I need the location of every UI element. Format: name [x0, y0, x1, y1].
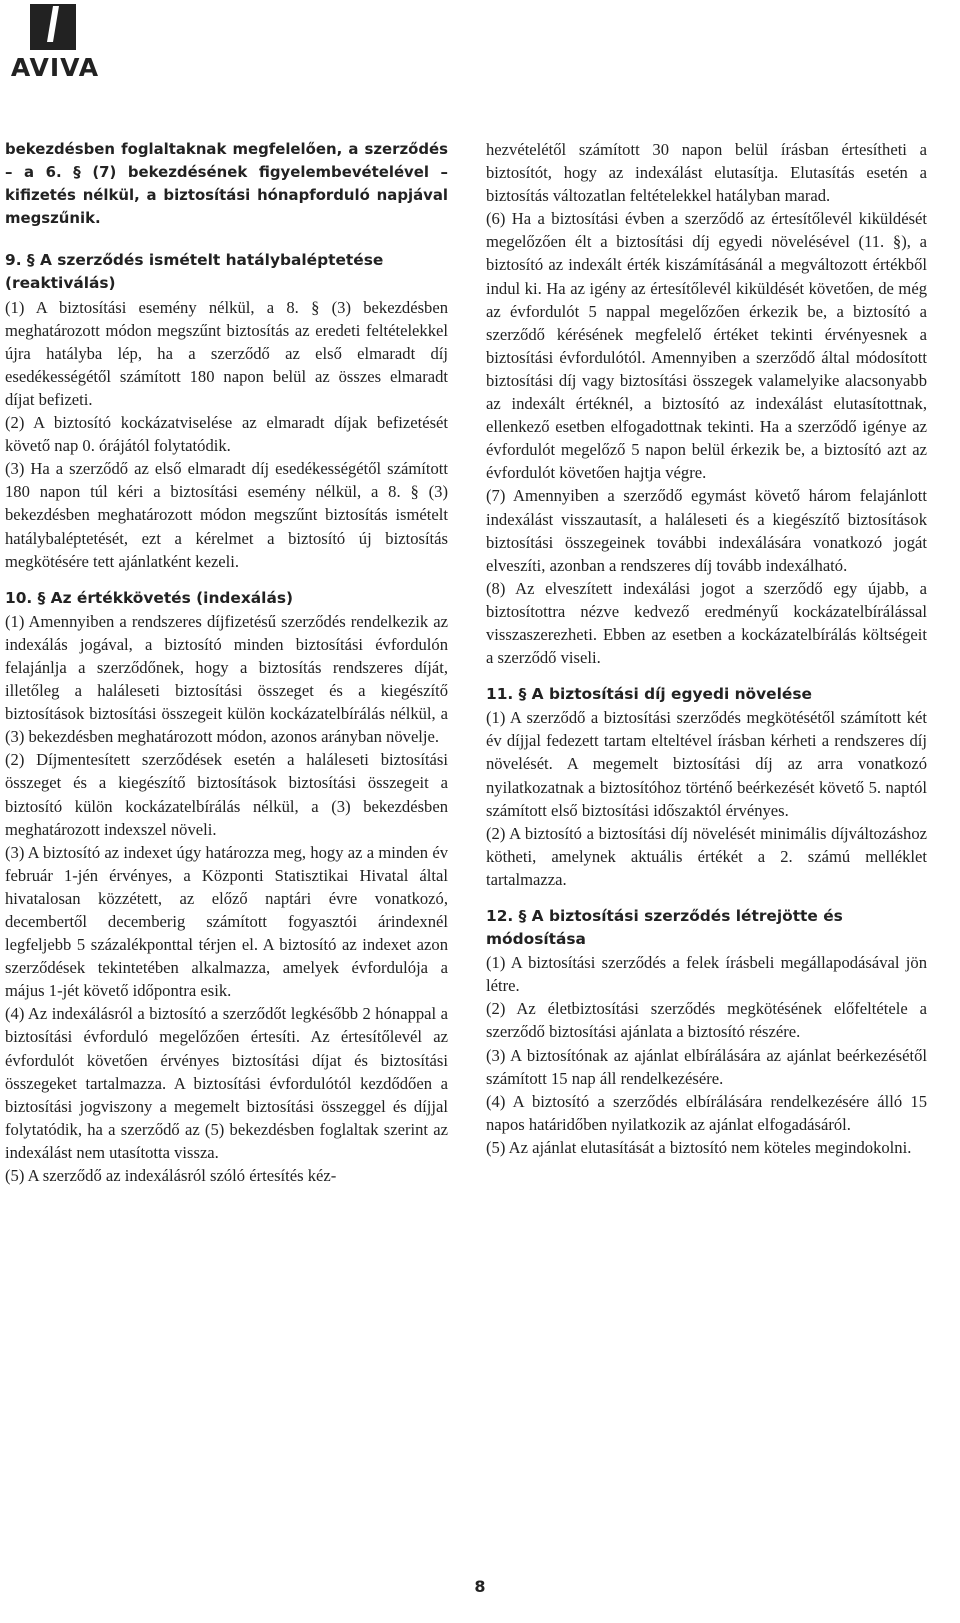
paragraph: (6) Ha a biztosítási évben a szerződő az értesítőlevél kiküldését megelőzően élt a biztosítási díj egyedi növelésével (11. §), a biztosító az indexált érték kiszámításánál a megváltozott értékből indul ki. Ha az igény az értesítőlevél kiküldését követően, de még az évfordulót 5 nappal megelőzően érkezik be, a biztosító a szerződő kérésének megfelelő értéket tekinti érvényesnek a biztosítási évfordulótól. Amennyiben a szerződő által módosított biztosítási díj vagy biztosítási összegek valamelyike alacsonyabb az indexált értéknél, a biztosító az indexálást elutasítottnak, ellenkező esetben elfogadottnak tekinti. Ha a szerződő igénye az évfordulót megelőző 5 napon belül érkezik be, a biztosító azt az évfordulót követően hajtja végre. — [486, 209, 927, 483]
paragraph: (3) A biztosítónak az ajánlat elbírálására az ajánlat beérkezésétől számított 15 nap áll rendelkezésére. — [486, 1045, 927, 1088]
paragraph: (4) A biztosító a szerződés elbírálására rendelkezésére álló 15 napos határidőben nyilatkozik az ajánlat elfogadásáról. — [486, 1091, 927, 1134]
paragraph: (4) Az indexálásról a biztosító a szerződőt legkésőbb 2 hónappal a biztosítási évforduló megelőzően értesíti. Az értesítőlevél az évfordulót követően érvényes biztosítási díjat és biztosítási összegeket tartalmazza. A biztosítási évfordulótól kezdődően a biztosítási jogviszony a megemelt biztosítási összeggel és díjjal folytatódik, ha a szerződő az (5) bekezdésben foglaltak szerint az indexálást nem utasította vissza. — [5, 1004, 448, 1162]
paragraph: (1) A szerződő a biztosítási szerződés megkötésétől számított két év díjjal fedezett tartam elteltével írásban kérheti a rendszeres díj növelését. A megemelt biztosítási díj az arra vonatkozó nyilatkozatnak a biztosítóhoz történő beérkezését követő 5. naptól számított első biztosítási időszaktól érvényes. — [486, 708, 927, 820]
left-column — [5, 138, 448, 1187]
right-column — [486, 138, 927, 1159]
page-number: 8 — [474, 1577, 486, 1596]
section-heading-10: 10. § Az értékkövetés (indexálás) — [5, 588, 294, 607]
aviva-logo — [0, 0, 110, 82]
paragraph: (1) A biztosítási esemény nélkül, a 8. § (3) bekezdésben meghatározott módon megszűnt biztosítás az eredeti feltételekkel újra hatályba lép, ha a szerződő az első elmaradt díj esedékességétől számított 180 napon belül az összes elmaradt díjat befizeti. — [5, 297, 448, 409]
section-heading-9: 9. § A szerződés ismételt hatálybaléptetése (reaktiválás) — [5, 251, 384, 293]
brand-name: AVIVA — [10, 53, 100, 82]
paragraph: (1) A biztosítási szerződés a felek írásbeli megállapodásával jön létre. — [486, 953, 927, 996]
paragraph: (8) Az elveszített indexálási jogot a szerződő egy újabb, a biztosítottra nézve kedvező eredményű kockázatelbírálással visszaszerezheti. Ebben az esetben a kockázatelbírálás költségeit a szerződő viseli. — [486, 578, 927, 668]
paragraph: (5) A szerződő az indexálásról szóló értesítés kéz- — [5, 1166, 337, 1186]
paragraph: (5) Az ajánlat elutasítását a biztosító nem köteles megindokolni. — [486, 1137, 912, 1157]
paragraph: (2) Díjmentesített szerződések esetén a haláleseti biztosítási összeget és a kiegészítő biztosítások biztosítási összegeit a biztosító külön kockázatelbírálás nélkül, a (3) bekezdésben meghatározott indexszel növeli. — [5, 750, 448, 839]
paragraph: bekezdésben foglaltaknak megfelelően, a szerződés – a 6. § (7) bekezdésének figyelembevételével – kifizetés nélkül, a biztosítási hónapforduló napjával megszűnik. — [5, 140, 448, 228]
paragraph: (7) Amennyiben a szerződő egymást követő három felajánlott indexálást visszautasít, a haláleseti és a kiegészítő biztosítások biztosítási összegeinek további indexálására vonatkozó jogát elveszíti, azonban a rendszeres díj tovább indexálható. — [486, 486, 927, 575]
paragraph: (3) A biztosító az indexet úgy határozza meg, hogy az a minden év február 1-jén érvényes, a Központi Statisztikai Hivatal által hivatalosan közzétett, az előző naptári évre vonatkozó, decembertől decemberig számított fogyasztói árindexnél legfeljebb 5 százalékponttal térjen el. A biztosító az indexet azon szerződések tekintetében alkalmazza, amelyek évfordulója a május 1-jét követő időpontra esik. — [5, 842, 448, 1001]
paragraph: (2) Az életbiztosítási szerződés megkötésének előfeltétele a szerződő biztosítási ajánlata a biztosító részére. — [486, 999, 927, 1042]
paragraph: (2) A biztosító a biztosítási díj növelését minimális díjváltozáshoz kötheti, amelynek aktuális értékét a 2. számú melléklet tartalmazza. — [486, 823, 927, 889]
paragraph: hezvételétől számított 30 napon belül írásban értesítheti a biztosítót, hogy az indexálást elutasítja. Elutasítás esetén a biztosítás változatlan feltételekkel hatályban marad. — [486, 140, 927, 206]
section-heading-11: 11. § A biztosítási díj egyedi növelése — [486, 685, 812, 704]
aviva-logo-icon — [30, 4, 76, 50]
paragraph: (3) Ha a szerződő az első elmaradt díj esedékességétől számított 180 napon túl kéri a biztosítási esemény nélkül, a 8. § (3) bekezdésben meghatározott módon megszűnt biztosítás ismételt hatálybaléptetését, ezt a kérelmet a biztosító új biztosítás megkötésére tett ajánlatként kezeli. — [5, 459, 448, 571]
paragraph: (2) A biztosító kockázatviselése az elmaradt díjak befizetését követő nap 0. órájától folytatódik. — [5, 413, 448, 456]
paragraph: (1) Amennyiben a rendszeres díjfizetésű szerződés rendelkezik az indexálás jogával, a biztosító minden biztosítási évfordulón felajánlja a szerződőnek, hogy a biztosítás rendszeres díját, illetőleg a haláleseti biztosítási összeget és a kiegészítő biztosítások biztosítási összegeit külön kockázatelbírálás nélkül, a (3) bekezdésben meghatározott módon, azonos arányban növelje. — [5, 611, 448, 747]
section-heading-12: 12. § A biztosítási szerződés létrejötte és módosítása — [486, 907, 843, 949]
